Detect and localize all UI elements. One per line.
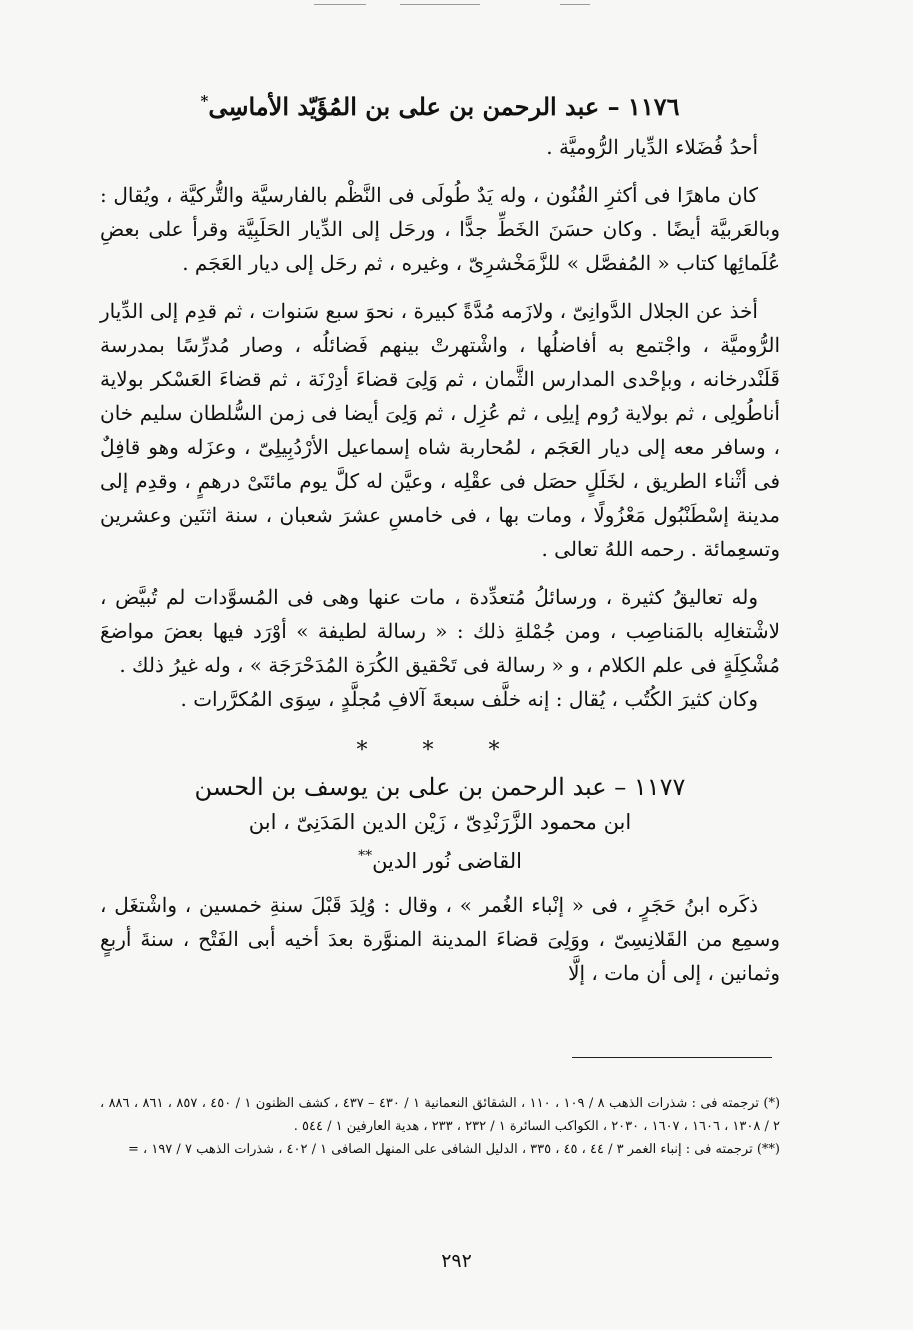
- top-rule: [314, 4, 366, 5]
- entry-title: ١١٧٦ – عبد الرحمن بن على بن المُؤَيّد الأماسِى: [208, 92, 680, 121]
- top-rule: [400, 4, 480, 5]
- entry-title-continued: ابن محمود الزَّرَنْدِىّ ، زَيْن الدين المَدَنِىّ ، ابن: [248, 810, 632, 834]
- section-divider: * * *: [356, 738, 524, 763]
- paragraph: كان ماهرًا فى أكثرِ الفُنُون ، وله يَدٌ طُولَى فى النَّظْم بالفارسيَّة والتُّركيَّة ، ويُقال : وبالعَربيَّة أيضًا . وكان حسَنَ الخَطِّ جدًّا ، ورحَل إلى الدِّيار الحَلَبِيَّة وقرأ على بعضِ عُلَمائِها كتاب « المُفصَّل » للزَّمَخْشرِىّ ، وغيره ، ثم رحَل إلى ديار العَجَم .: [100, 183, 780, 275]
- footnotes: [100, 1092, 780, 1161]
- entry-heading: [100, 769, 780, 878]
- entry-title: ١١٧٧ – عبد الرحمن بن على بن يوسف بن الحسن: [194, 773, 686, 801]
- paragraph: وكان كثيرَ الكُتُب ، يُقال : إنه خلَّف سبعةَ آلافِ مُجلَّدٍ ، سِوَى المُكرَّرات .: [180, 687, 758, 711]
- entry-title-continued: القاضى نُور الدين: [372, 849, 522, 873]
- paragraph: أخذ عن الجلال الدَّوانِىّ ، ولازَمه مُدَّةً كبيرة ، نحوَ سبع سَنوات ، ثم قدِم إلى الدِّيار الرُّوميَّة ، واجْتمع به أفاضلُها ، واشْتهرتْ بينهم فَضائلُه ، وصار مُدرِّسًا بمدرسة قَلَنْدرخانه ، وبإحْدى المدارس الثَّمان ، ثم وَلِىَ قضاءَ أدِرْنَة ، ثم قضاءَ العَسْكر بولاية أناطُولِى ، ثم بولاية رُوم إيلِى ، ثم عُزِل ، ثم وَلِىَ أيضا فى زمن السُّلطان سليم خان ، وسافر معه إلى ديار العَجَم ، لمُحاربة شاه إسماعيل الأرْدُبِيلِىّ ، وعزَله وهو قافِلٌ فى أثْناء الطريق ، لخَلَلٍ حصَل فى عقْلِه ، وعيَّن له كلَّ يوم مائتَىْ درهمٍ ، وقدِم إلى مدينة إسْطَنْبُول مَعْزُولًا ، ومات بها ، فى خامسِ عشرَ شعبان ، سنة اثنَين وعشرين وتسعِمائة . رحمه اللهُ تعالى .: [100, 299, 780, 561]
- page-number: ٢٩٢: [441, 1250, 472, 1272]
- footnote-marker: *: [200, 92, 209, 110]
- page-body: [100, 84, 780, 990]
- paragraph: وله تعاليقُ كثيرة ، ورسائلُ مُتعدِّدة ، مات عنها وهى فى المُسوَّدات لم تُبيَّض ، لاشْتغالِه بالمَناصِب ، ومن جُمْلةِ ذلك : « رسالة لطيفة » أوْرَد فيها بعضَ مواضعَ مُشْكِلَةٍ فى علم الكلام ، و « رسالة فى تَحْقيق الكُرَة المُدَحْرَجَة » ، وله غيرُ ذلك .: [100, 585, 780, 677]
- footnote: (**) ترجمته فى : إنباء الغمر ٣ / ٤٤ ، ٤٥ ، ٣٣٥ ، الدليل الشافى على المنهل الصافى ١ / ٤٠٢ ، شذرات الذهب ٧ / ١٩٧ ، =: [127, 1142, 780, 1157]
- paragraph: ذكَره ابنُ حَجَرٍ ، فى « إنْباء الغُمر » ، وقال : وُلِدَ قَبْلَ سنةِ خمسين ، واشْتغَل ، وسمِع من القَلانِسِىّ ، ووَلِىَ قضاءَ المدينة المنوَّرة بعدَ أخيه أبى الفَتْح ، سنةَ أربعٍ وثمانين ، إلى أن مات ، إلَّا: [100, 893, 780, 985]
- entry-heading: [100, 84, 780, 124]
- top-rule: [560, 4, 590, 5]
- footnote-marker: **: [358, 848, 373, 864]
- paragraph: أحدُ فُضَلاء الدِّيار الرُّوميَّة .: [546, 135, 758, 159]
- footnote-separator: [572, 1057, 772, 1058]
- footnote: (*) ترجمته فى : شذرات الذهب ٨ / ١٠٩ ، ١١٠ ، الشقائق النعمانية ١ / ٤٣٠ – ٤٣٧ ، كشف الظنون ١ / ٤٥٠ ، ٨٥٧ ، ٨٦١ ، ٨٨٦ ، ٢ / ١٣٠٨ ، ١٦٠٦ ، ١٦٠٧ ، ٢٠٣٠ ، الكواكب السائرة ١ / ٢٣٢ ، ٢٣٣ ، هدية العارفين ١ / ٥٤٤ .: [100, 1096, 781, 1134]
